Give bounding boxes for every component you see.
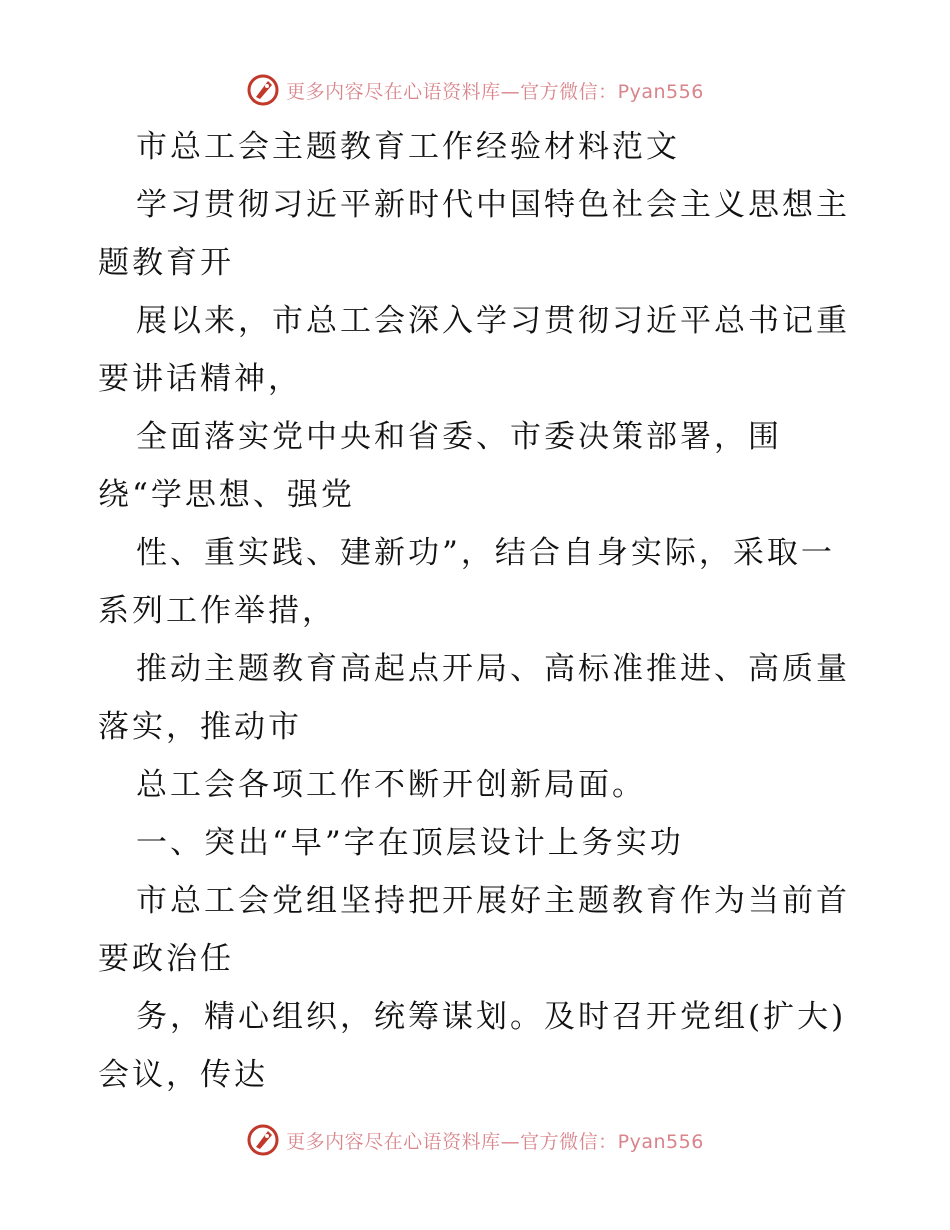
document-line: 要政治任	[98, 941, 234, 977]
document-line: 题教育开	[98, 245, 234, 281]
document-line: 展以来，市总工会深入学习贯彻习近平总书记重	[136, 303, 850, 339]
document-line: 一、突出“早”字在顶层设计上务实功	[136, 825, 684, 861]
footer-banner	[0, 1120, 950, 1160]
document-line: 市总工会党组坚持把开展好主题教育作为当前首	[136, 883, 850, 919]
document-line: 全面落实党中央和省委、市委决策部署，围	[136, 419, 782, 455]
document-line: 要讲话精神，	[98, 361, 302, 397]
header-banner-text: 更多内容尽在心语资料库—官方微信：Pyan556	[286, 80, 704, 103]
document-line: 市总工会主题教育工作经验材料范文	[136, 129, 680, 165]
document-line: 绕“学思想、强党	[98, 477, 355, 513]
document-line: 性、重实践、建新功”，结合自身实际，采取一	[136, 535, 835, 571]
footer-banner-text: 更多内容尽在心语资料库—官方微信：Pyan556	[286, 1130, 704, 1153]
document-body	[98, 118, 858, 1104]
footer-banner-inner	[246, 1123, 704, 1157]
document-line: 系列工作举措，	[98, 593, 336, 629]
pen-nib-logo-icon	[246, 73, 280, 107]
header-banner	[0, 70, 950, 110]
document-line: 总工会各项工作不断开创新局面。	[136, 767, 646, 803]
header-banner-inner	[246, 73, 704, 107]
document-line: 会议，传达	[98, 1057, 268, 1093]
document-line: 落实，推动市	[98, 709, 302, 745]
document-line: 务，精心组织，统筹谋划。及时召开党组(扩大)	[136, 999, 847, 1035]
document-line: 推动主题教育高起点开局、高标准推进、高质量	[136, 651, 850, 687]
document-line: 学习贯彻习近平新时代中国特色社会主义思想主	[136, 187, 850, 223]
pen-nib-logo-icon	[246, 1123, 280, 1157]
